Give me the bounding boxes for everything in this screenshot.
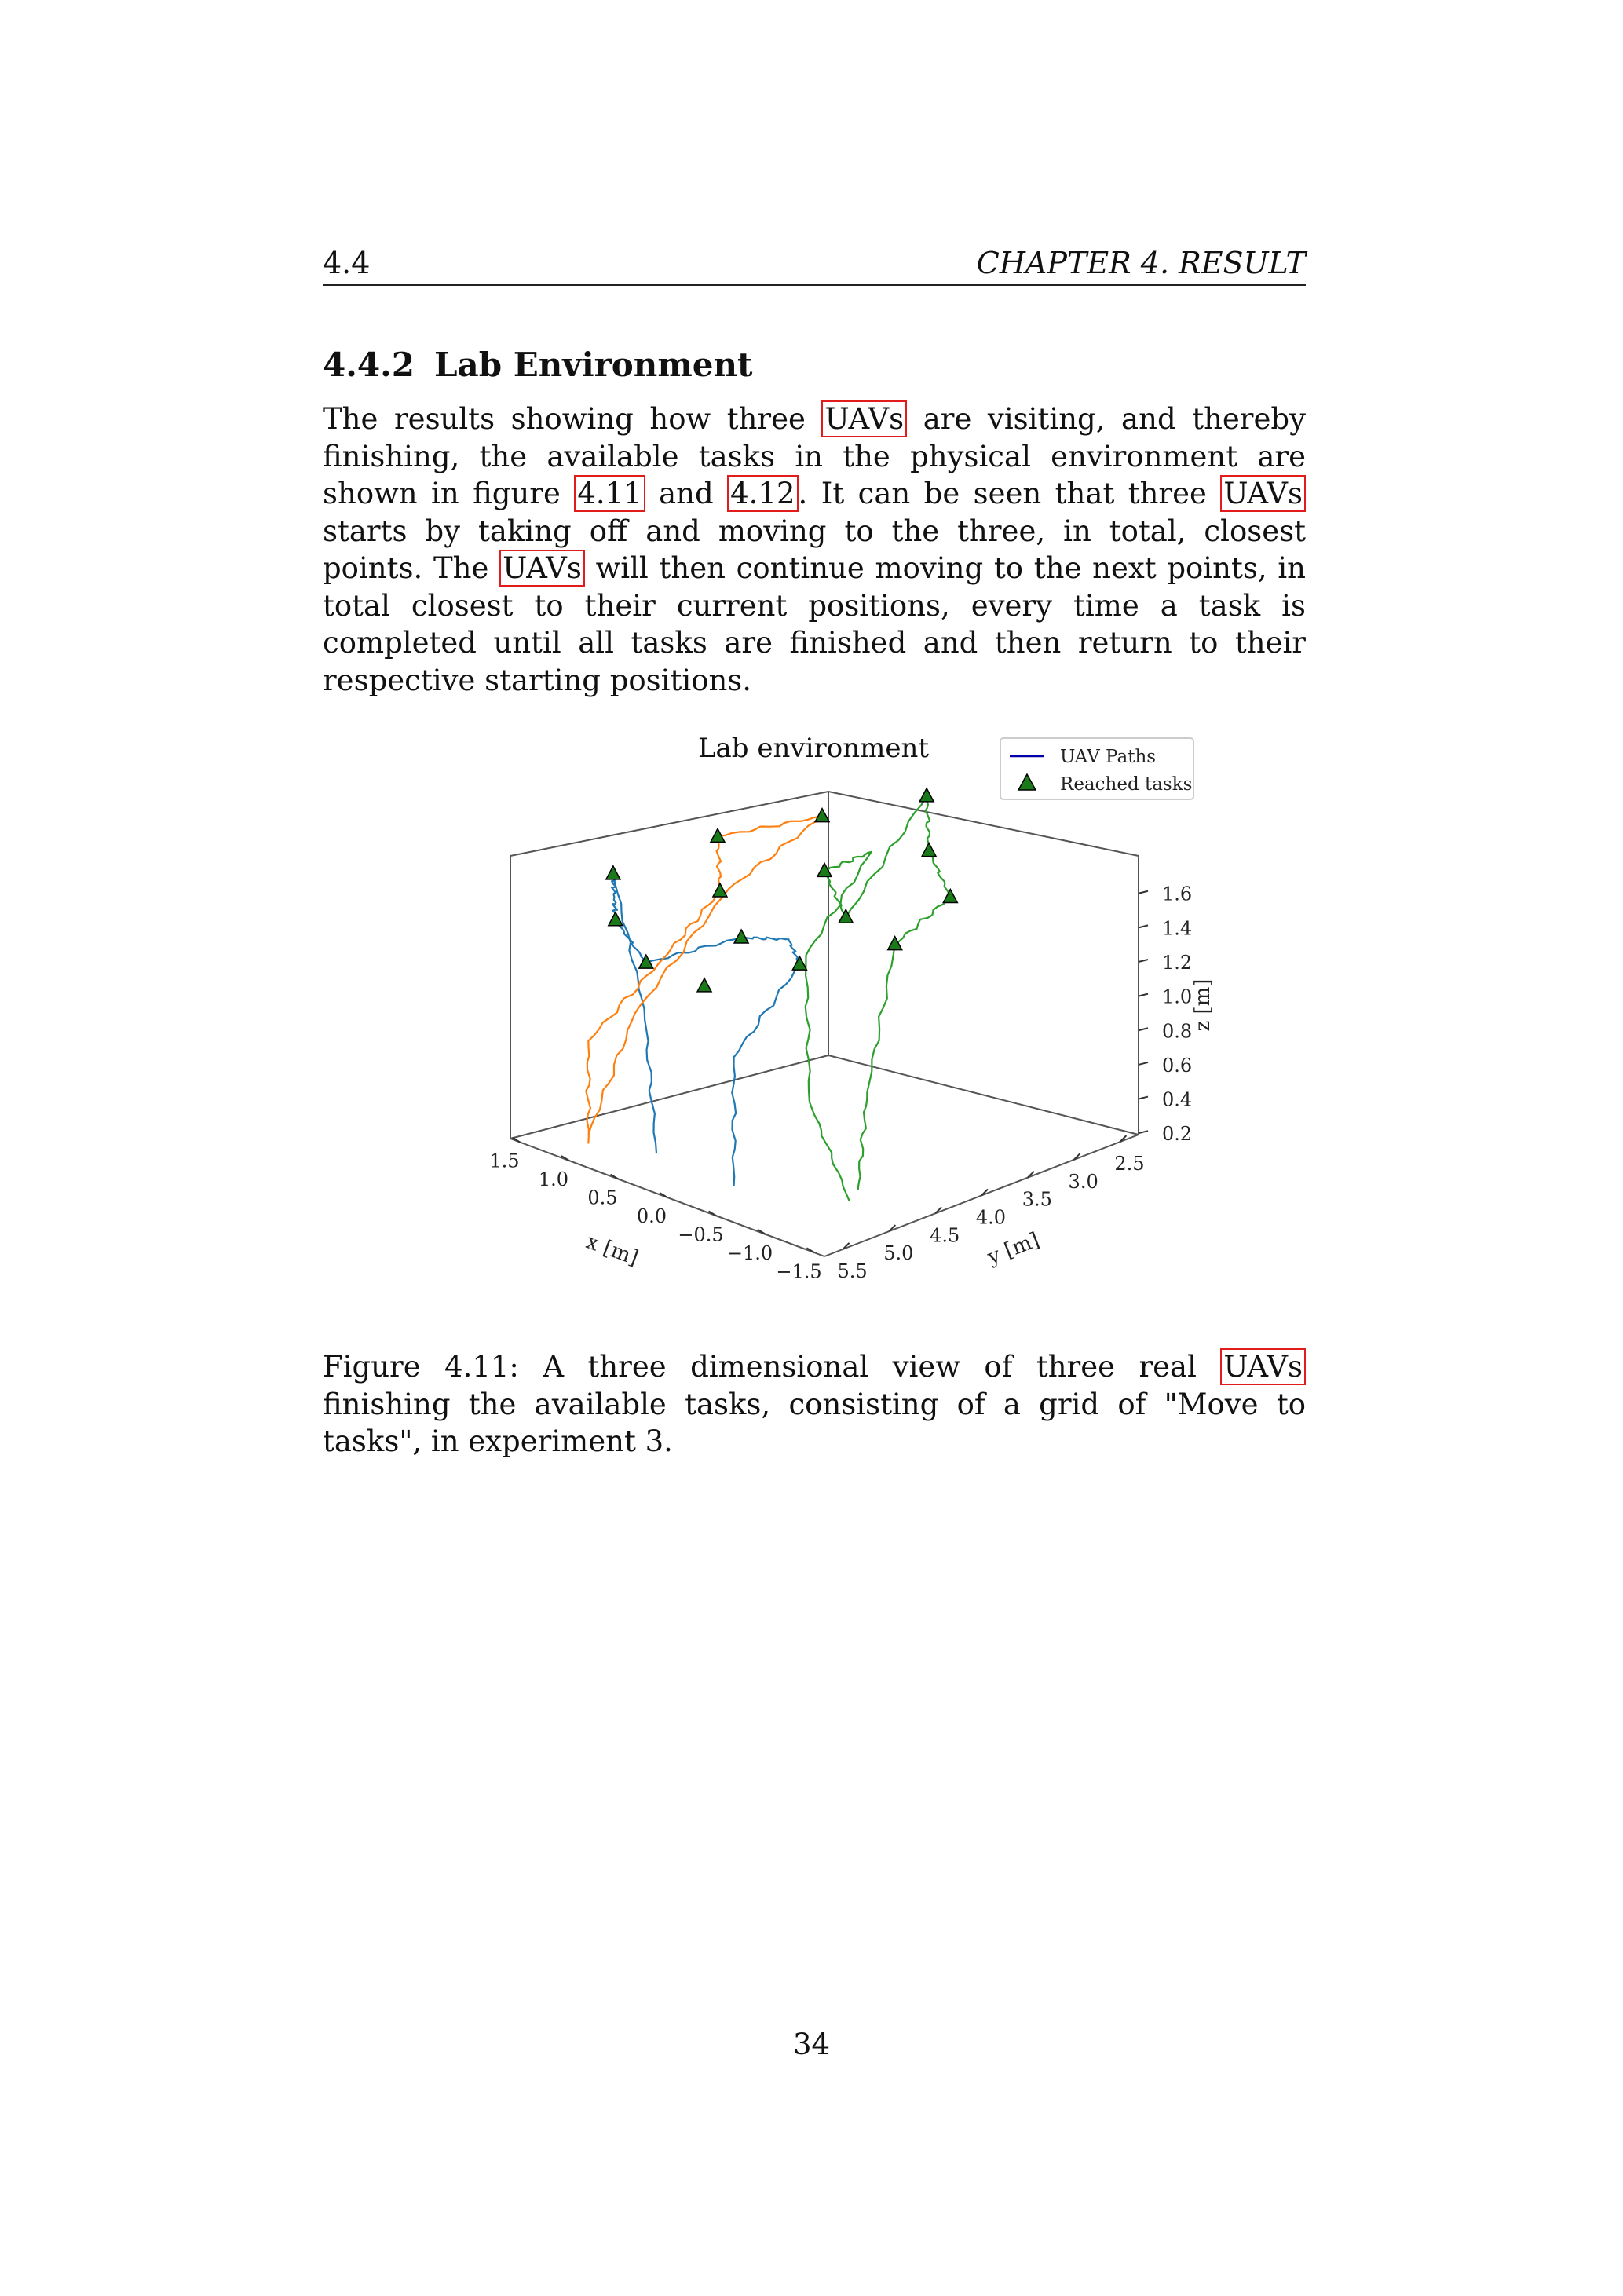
- y-tick-label: 3.0: [1068, 1170, 1098, 1193]
- task-marker: [817, 863, 832, 876]
- task-marker: [713, 883, 727, 897]
- x-tick-label: −1.5: [776, 1260, 822, 1283]
- running-head-section: 4.4: [323, 246, 371, 280]
- legend-entry-paths: UAV Paths: [1060, 747, 1157, 767]
- z-tick-mark: [1139, 891, 1148, 894]
- y-tick-label: 2.5: [1114, 1153, 1145, 1175]
- section-title: Lab Environment: [434, 345, 753, 384]
- chart-legend: [1000, 738, 1193, 799]
- z-tick-mark: [1139, 994, 1148, 996]
- section-heading: [323, 345, 752, 384]
- z-tick-label: 1.4: [1162, 917, 1193, 940]
- z-tick-mark: [1139, 1062, 1148, 1065]
- figure-link-4-12[interactable]: 4.12: [727, 475, 798, 512]
- x-tick-label: 1.5: [489, 1150, 520, 1172]
- z-tick-label: 0.6: [1162, 1054, 1193, 1077]
- z-tick-label: 1.0: [1162, 985, 1193, 1008]
- z-tick-mark: [1139, 960, 1148, 962]
- y-tick-label: 4.0: [975, 1206, 1007, 1229]
- running-head: [323, 245, 1306, 286]
- z-tick-mark: [1139, 1028, 1148, 1030]
- chart-title: Lab environment: [697, 733, 930, 764]
- pane-floor-back-left-edge: [510, 1055, 828, 1139]
- task-marker: [888, 937, 902, 950]
- x-tick-label: −1.0: [726, 1241, 773, 1264]
- y-tick-label: 3.5: [1022, 1188, 1052, 1211]
- paragraph-text: are visiting, and thereby finishing, the available tasks in the physical environment are shown in figure: [323, 402, 1306, 510]
- acronym-link-uavs[interactable]: UAVs: [499, 550, 585, 587]
- task-marker: [697, 978, 711, 992]
- z-tick-mark: [1139, 1131, 1148, 1133]
- z-tick-mark: [1139, 925, 1148, 927]
- x-tick-label: 0.5: [587, 1186, 618, 1209]
- z-tick-label: 0.4: [1162, 1088, 1193, 1111]
- section-number: 4.4.2: [323, 345, 415, 384]
- task-marker: [839, 909, 853, 923]
- acronym-link-uavs[interactable]: UAVs: [1220, 475, 1306, 512]
- y-tick-label: 4.5: [930, 1224, 960, 1247]
- figure-link-4-11[interactable]: 4.11: [574, 475, 645, 512]
- y-tick-label: 5.5: [837, 1260, 868, 1282]
- task-marker: [734, 930, 748, 943]
- running-head-chapter: CHAPTER 4. RESULT: [976, 246, 1306, 280]
- x-tick-label: 1.0: [538, 1168, 569, 1191]
- paragraph-text: . It can be seen that three: [798, 477, 1221, 510]
- z-tick-label: 1.6: [1162, 883, 1193, 905]
- z-axis-ticks: [1139, 883, 1192, 1145]
- acronym-link-uavs[interactable]: UAVs: [1220, 1348, 1306, 1385]
- z-tick-label: 0.2: [1162, 1123, 1193, 1146]
- pane-top-back-right-edge: [828, 792, 1139, 856]
- task-marker: [609, 912, 623, 926]
- task-marker: [919, 788, 934, 802]
- z-axis-label: z [m]: [1191, 978, 1215, 1032]
- x-tick-label: −0.5: [678, 1223, 724, 1246]
- z-tick-label: 1.2: [1162, 952, 1193, 974]
- task-marker: [922, 843, 936, 857]
- y-axis-label: y [m]: [984, 1228, 1043, 1270]
- x-axis-ticks: [489, 1138, 821, 1283]
- figure-caption: [323, 1348, 1306, 1461]
- lab-environment-3d-plot: [463, 722, 1233, 1303]
- caption-text: finishing the available tasks, consisting of a grid of "Move to tasks", in experiment 3.: [323, 1387, 1306, 1458]
- paragraph-text: The results showing how three: [323, 402, 822, 436]
- body-paragraph: [323, 400, 1306, 699]
- reached-task-markers: [606, 788, 957, 992]
- uav-paths: [586, 796, 950, 1201]
- task-marker: [606, 866, 620, 879]
- z-tick-label: 0.8: [1162, 1020, 1193, 1043]
- page-number: 34: [792, 2027, 831, 2061]
- z-tick-mark: [1139, 1097, 1148, 1099]
- pane-floor-back-right-edge: [828, 1055, 1139, 1135]
- acronym-link-uavs[interactable]: UAVs: [821, 400, 907, 437]
- paragraph-text: and: [645, 477, 728, 510]
- task-marker: [792, 956, 806, 970]
- y-tick-label: 5.0: [883, 1242, 914, 1265]
- x-tick-label: 0.0: [636, 1205, 667, 1227]
- paragraph-text: starts by taking off and moving to the three, in total, closest points. The: [323, 514, 1306, 585]
- task-marker: [815, 809, 829, 822]
- task-marker: [943, 890, 957, 903]
- paragraph-text: will then continue moving to the next points, in total closest to their current positions, every time a task is completed until all tasks are finished and then return to their respective starting positions.: [323, 551, 1307, 697]
- legend-entry-tasks: Reached tasks: [1060, 774, 1193, 795]
- x-axis-label: x [m]: [583, 1230, 642, 1270]
- caption-text: Figure 4.11: A three dimensional view of three real: [323, 1350, 1221, 1384]
